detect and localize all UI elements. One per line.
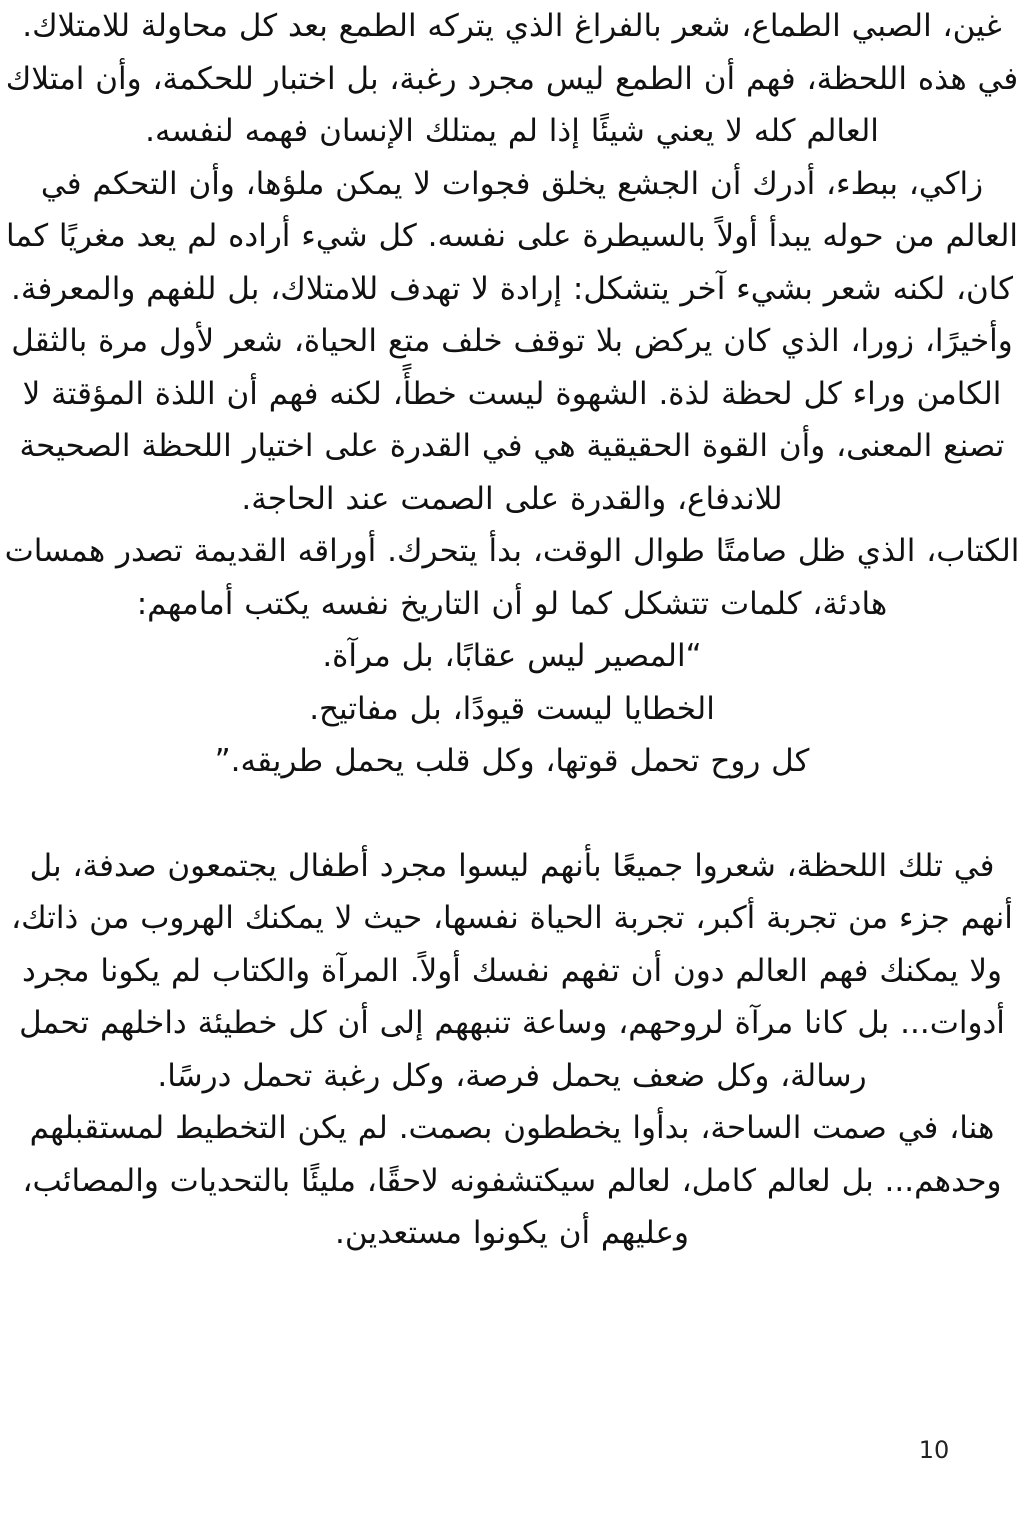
paragraph-gap xyxy=(4,788,1020,840)
page-number: 10 xyxy=(918,1436,950,1464)
paragraph-realization: في تلك اللحظة، شعروا جميعًا بأنهم ليسوا مجرد أطفال يجتمعون صدفة، بل أنهم جزء من تجربة أكبر، تجربة الحياة نفسها، حيث لا يمكنك الهروب من ذاتك، ولا يمكنك فهم العالم دون أن تفهم نفسك أولاً. المرآة والكتاب لم يكونا مجرد أدوات... بل كانا مرآة لروحهم، وساعة تنبههم إلى أن كل خطيئة داخلهم تحمل رسالة، وكل ضعف يحمل فرصة، وكل رغبة تحمل درسًا. xyxy=(11,847,1013,1094)
paragraph-book: الكتاب، الذي ظل صامتًا طوال الوقت، بدأ يتحرك. أوراقه القديمة تصدر همسات هادئة، كلمات تتشكل كما لو أن التاريخ نفسه يكتب أمامهم: xyxy=(4,533,1020,622)
body-text xyxy=(4,0,1020,1260)
paragraph-zaki: زاكي، ببطء، أدرك أن الجشع يخلق فجوات لا يمكن ملؤها، وأن التحكم في العالم من حوله يبدأ أولاً بالسيطرة على نفسه. كل شيء أراده لم يعد مغريًا كما كان، لكنه شعر بشيء آخر يتشكل: إرادة لا تهدف للامتلاك، بل للفهم والمعرفة. xyxy=(5,165,1019,307)
paragraph-zora: وأخيرًا، زورا، الذي كان يركض بلا توقف خلف متع الحياة، شعر لأول مرة بالثقل الكامن وراء كل لحظة لذة. الشهوة ليست خطأً، لكنه فهم أن اللذة المؤقتة لا تصنع المعنى، وأن القوة الحقيقية هي في القدرة على اختيار اللحظة الصحيحة للاندفاع، والقدرة على الصمت عند الحاجة. xyxy=(11,323,1013,517)
paragraph-planning: هنا، في صمت الساحة، بدأوا يخططون بصمت. لم يكن التخطيط لمستقبلهم وحدهم... بل لعالم كامل، لعالم سيكتشفونه لاحقًا، مليئًا بالتحديات والمصائب، وعليهم أن يكونوا مستعدين. xyxy=(22,1110,1002,1251)
paragraph-ghin: غين، الصبي الطماع، شعر بالفراغ الذي يتركه الطمع بعد كل محاولة للامتلاك. في هذه اللحظة، فهم أن الطمع ليس مجرد رغبة، بل اختبار للحكمة، وأن امتلاك العالم كله لا يعني شيئًا إذا لم يمتلك الإنسان فهمه لنفسه. xyxy=(5,8,1019,149)
quote-line: كل روح تحمل قوتها، وكل قلب يحمل طريقه.” xyxy=(214,743,810,779)
quote-line: الخطايا ليست قيودًا، بل مفاتيح. xyxy=(309,690,715,727)
quote-line: “المصير ليس عقابًا، بل مرآة. xyxy=(322,638,702,674)
quote-block xyxy=(4,630,1020,788)
